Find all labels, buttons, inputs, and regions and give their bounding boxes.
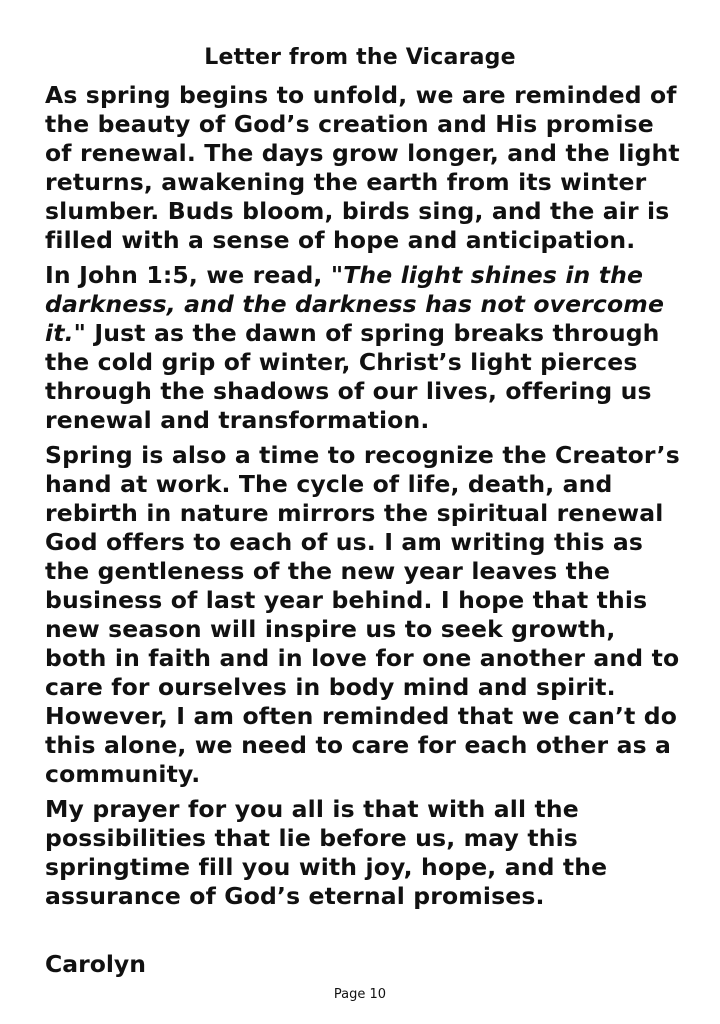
paragraph-text: Just as the dawn of spring breaks through the cold grip of winter, Christ’s light pierces through the shadows of our lives, offering us renewal and transformation.	[45, 319, 660, 434]
paragraph-creator: Spring is also a time to recognize the Creator’s hand at work. The cycle of life, death, and rebirth in nature mirrors the spiritual renewal God offers to each of us. I am writing this as the gentleness of the new year leaves the business of last year behind. I hope that this new season will inspire us to seek growth, both in faith and in love for one another and to care for ourselves in body mind and spirit. However, I am often reminded that we can’t do this alone, we need to care for each other as a community.	[45, 441, 680, 788]
letter-title: Letter from the Vicarage	[204, 45, 516, 70]
paragraph-john-quote	[45, 261, 685, 435]
paragraph-prayer: My prayer for you all is that with all the possibilities that lie before us, may this springtime fill you with joy, hope, and the assurance of God’s eternal promises.	[45, 795, 608, 910]
letter-body	[45, 81, 685, 917]
page-number: Page 10	[333, 987, 387, 1002]
scripture-quote: "The light shines in the darkness, and the darkness has not overcome it."	[45, 261, 665, 347]
paragraph-spring-intro: As spring begins to unfold, we are reminded of the beauty of God’s creation and His promise of renewal. The days grow longer, and the light returns, awakening the earth from its winter slumber. Buds bloom, birds sing, and the air is filled with a sense of hope and anticipation.	[45, 81, 680, 254]
paragraph-text: In John 1:5, we read,	[45, 261, 331, 289]
signature: Carolyn	[45, 950, 146, 978]
